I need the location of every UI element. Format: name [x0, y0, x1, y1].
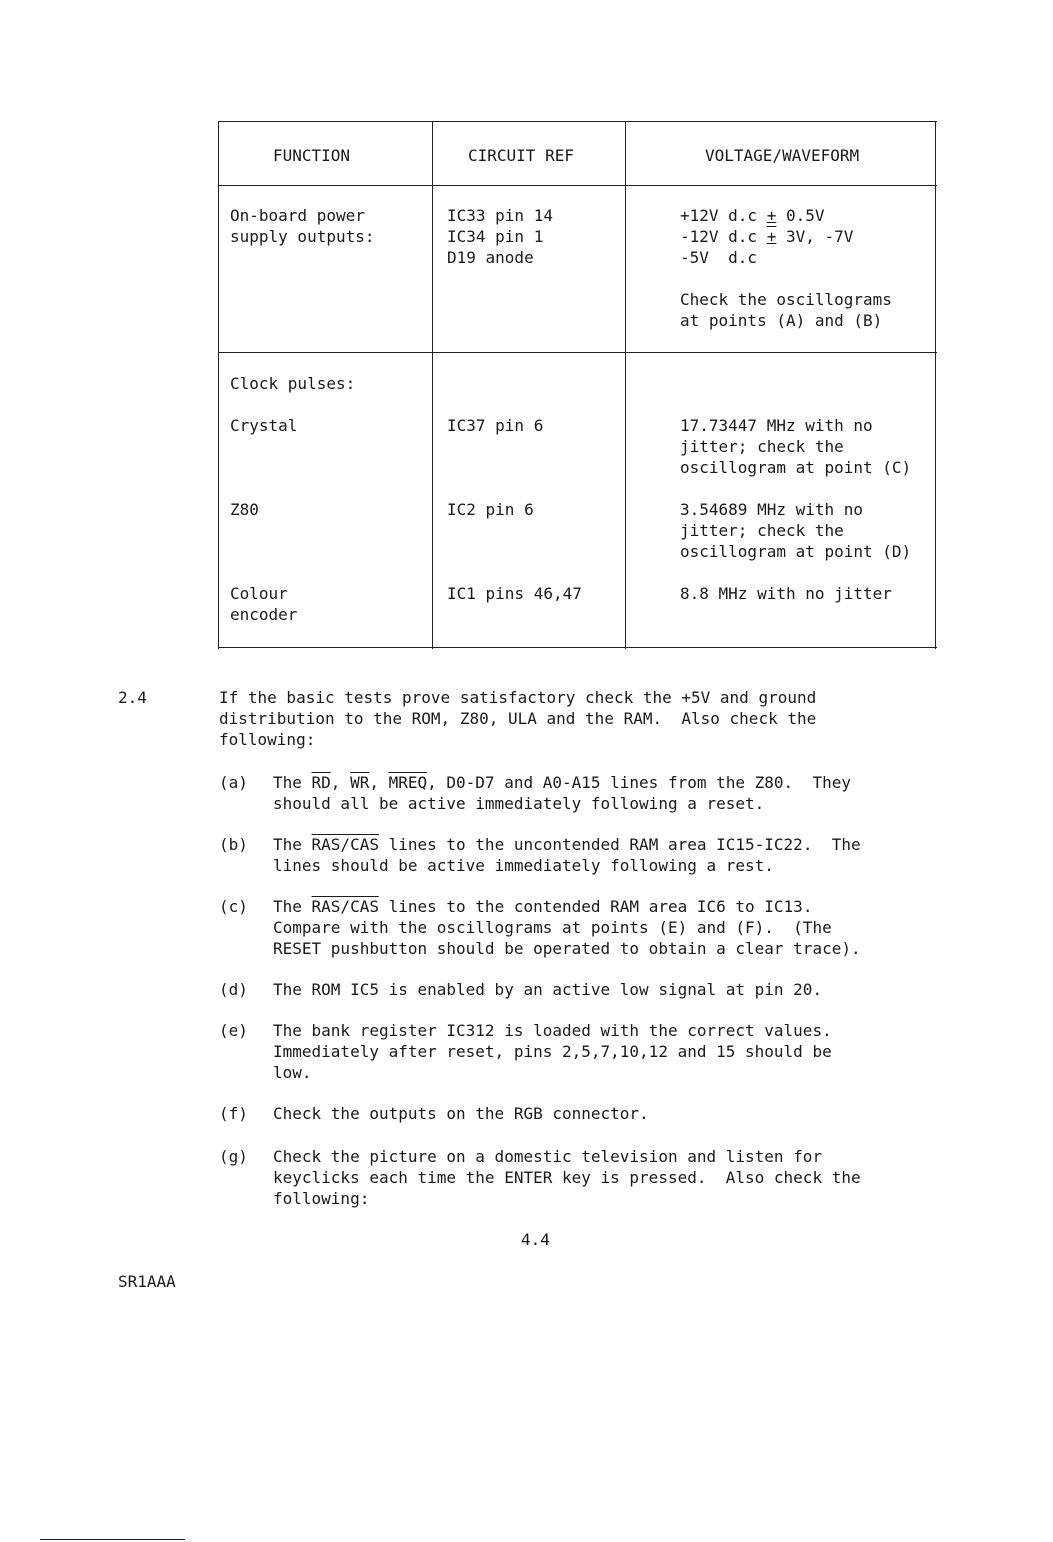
document-code: SR1AAA [118, 1272, 176, 1291]
crystal-desc-2: jitter; check the [680, 437, 844, 456]
table-bottom-rule [218, 647, 937, 648]
z80-name: Z80 [230, 500, 259, 519]
power-check-line2: at points (A) and (B) [680, 311, 883, 330]
table-header-rule [218, 185, 937, 186]
item-e-line2: Immediately after reset, pins 2,5,7,10,12 and 15 should be [273, 1042, 832, 1061]
z80-desc-1: 3.54689 MHz with no [680, 500, 864, 519]
table-col-rule-1 [218, 121, 219, 649]
footer-rule [40, 1539, 185, 1540]
crystal-desc-3: oscillogram at point (C) [680, 458, 912, 477]
section-intro-3: following: [219, 730, 316, 749]
item-c-label: (c) [219, 897, 248, 916]
item-b-line2: lines should be active immediately following a rest. [273, 856, 774, 875]
item-f-text: Check the outputs on the RGB connector. [273, 1104, 649, 1123]
table-top-rule [218, 121, 937, 122]
item-e-line1: The bank register IC312 is loaded with the correct values. [273, 1021, 832, 1040]
item-f-label: (f) [219, 1104, 248, 1123]
section-number: 2.4 [118, 688, 147, 707]
power-voltage-2: -12V d.c + 3V, -7V [680, 227, 854, 246]
item-g-line2: keyclicks each time the ENTER key is pressed. Also check the [273, 1168, 861, 1187]
power-function-line1: On-board power [230, 206, 365, 225]
item-d-text: The ROM IC5 is enabled by an active low signal at pin 20. [273, 980, 823, 999]
item-c-line1: The RAS/CAS lines to the contended RAM area IC6 to IC13. [273, 897, 813, 916]
power-voltage-1: +12V d.c + 0.5V [680, 206, 825, 225]
item-a-label: (a) [219, 773, 248, 792]
power-ref-1: IC33 pin 14 [447, 206, 553, 225]
table-col-rule-3 [625, 121, 626, 649]
header-function: FUNCTION [273, 146, 351, 165]
header-circuit-ref: CIRCUIT REF [468, 146, 574, 165]
power-check-line1: Check the oscillograms [680, 290, 892, 309]
colour-name-2: encoder [230, 605, 298, 624]
header-voltage-waveform: VOLTAGE/WAVEFORM [705, 146, 860, 165]
power-ref-3: D19 anode [447, 248, 534, 267]
crystal-ref: IC37 pin 6 [447, 416, 544, 435]
power-ref-2: IC34 pin 1 [447, 227, 544, 246]
item-b-label: (b) [219, 835, 248, 854]
item-e-label: (e) [219, 1021, 248, 1040]
crystal-desc-1: 17.73447 MHz with no [680, 416, 873, 435]
crystal-name: Crystal [230, 416, 298, 435]
power-function-line2: supply outputs: [230, 227, 375, 246]
item-c-line3: RESET pushbutton should be operated to obtain a clear trace). [273, 939, 861, 958]
colour-ref: IC1 pins 46,47 [447, 584, 582, 603]
table-power-rule [218, 352, 937, 353]
item-g-line1: Check the picture on a domestic television and listen for [273, 1147, 823, 1166]
item-a-line1: The $\overline{RD}$, $\overline{WR}$, MREQ, D0-D7 and A0-A15 lines from the Z80. They [273, 773, 851, 792]
z80-desc-3: oscillogram at point (D) [680, 542, 912, 561]
z80-ref: IC2 pin 6 [447, 500, 534, 519]
item-g-label: (g) [219, 1147, 248, 1166]
z80-desc-2: jitter; check the [680, 521, 844, 540]
colour-name-1: Colour [230, 584, 288, 603]
item-c-line2: Compare with the oscillograms at points (E) and (F). (The [273, 918, 832, 937]
item-g-line3: following: [273, 1189, 370, 1208]
page-number: 4.4 [521, 1230, 550, 1249]
item-a-line2: should all be active immediately following a reset. [273, 794, 765, 813]
item-e-line3: low. [273, 1063, 312, 1082]
item-b-line1: The RAS/CAS lines to the uncontended RAM area IC15-IC22. The [273, 835, 861, 854]
clock-title: Clock pulses: [230, 374, 356, 393]
table-col-rule-4 [935, 121, 936, 649]
test-table [218, 121, 937, 649]
item-d-label: (d) [219, 980, 248, 999]
section-intro-1: If the basic tests prove satisfactory check the +5V and ground [219, 688, 817, 707]
section-intro-2: distribution to the ROM, Z80, ULA and the RAM. Also check the [219, 709, 817, 728]
table-col-rule-2 [432, 121, 433, 649]
colour-desc: 8.8 MHz with no jitter [680, 584, 892, 603]
power-voltage-3: -5V d.c [680, 248, 758, 267]
